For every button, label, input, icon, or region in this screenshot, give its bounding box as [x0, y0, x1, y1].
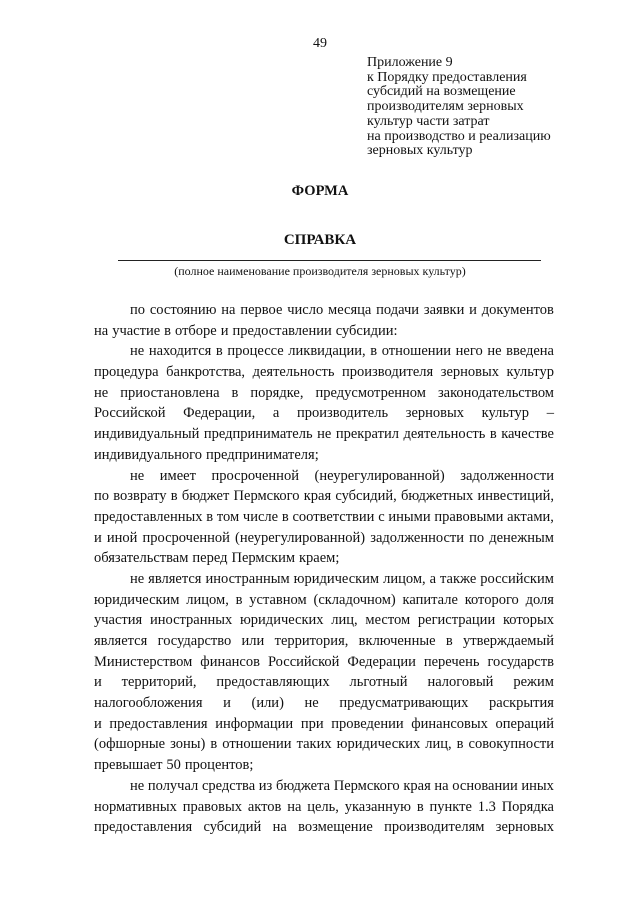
appendix-line: на производство и реализацию: [367, 128, 551, 144]
body-line: [94, 466, 554, 487]
body-line: [94, 817, 554, 838]
appendix-line: зерновых культур: [367, 143, 473, 159]
body-line: [94, 424, 554, 445]
body-line: [94, 569, 554, 590]
body-word: цель,: [307, 798, 339, 815]
body-word: порядке,: [250, 384, 304, 401]
body-word: государство: [157, 633, 232, 649]
body-word: производитель: [296, 405, 389, 422]
body-word: по: [94, 488, 110, 505]
body-word: имеет: [159, 467, 196, 484]
body-word: льготный: [349, 674, 408, 691]
body-word: в: [215, 343, 223, 360]
body-word: иностранных: [149, 612, 233, 629]
body-word: иностранным: [205, 570, 290, 587]
body-word: не: [130, 467, 145, 484]
body-word: и: [220, 322, 229, 339]
body-word: в: [235, 591, 243, 608]
body-word: не: [487, 343, 502, 360]
body-word: предпринимателя;: [205, 446, 319, 463]
body-word: (неурегулированной): [314, 467, 445, 484]
body-word: (складочном): [313, 591, 396, 608]
body-word: качестве: [501, 426, 554, 443]
body-word: предоставляющих: [216, 674, 330, 691]
body-word: в: [206, 508, 214, 525]
body-word: на: [272, 819, 287, 836]
body-word: юридических: [239, 612, 324, 629]
body-word: пункте: [429, 798, 472, 815]
body-word: культур: [506, 364, 554, 381]
body-word: правовых: [182, 798, 242, 815]
body-word: уставном: [249, 591, 307, 608]
body-word: а: [272, 405, 280, 422]
body-word: лиц,: [331, 612, 358, 629]
body-word: возмещение: [298, 819, 373, 836]
body-line: [94, 548, 554, 569]
body-word: регистрации: [417, 612, 496, 629]
body-word: территория,: [274, 633, 349, 649]
body-word: законодательством: [437, 384, 554, 401]
body-word: средства: [201, 777, 256, 794]
body-word: бюджет: [181, 488, 230, 505]
body-word: в: [489, 426, 497, 443]
body-word: предоставлении: [232, 322, 332, 339]
body-word: ликвидации,: [288, 343, 366, 360]
body-word: в: [445, 633, 453, 649]
body-word: Порядка: [501, 798, 554, 815]
body-word: субсидий,: [335, 488, 397, 505]
body-word: доля: [525, 591, 554, 608]
body-line: [94, 610, 554, 631]
body-word: первое: [240, 302, 283, 318]
appendix-line: к Порядку предоставления: [367, 69, 527, 85]
body-word: включенные: [358, 633, 436, 649]
body-word: производителям: [384, 819, 485, 836]
body-word: число: [287, 302, 324, 318]
body-line: [94, 486, 554, 507]
body-word: Министерством: [94, 653, 193, 670]
body-word: лицом,: [383, 570, 426, 587]
body-word: в: [416, 798, 424, 815]
body-word: юридическим: [94, 591, 180, 608]
body-word: зоны): [170, 736, 206, 753]
body-word: краем;: [299, 550, 340, 567]
body-line: [94, 631, 554, 652]
body-word: территорий,: [121, 674, 197, 691]
body-word: перечень: [423, 653, 480, 670]
appendix-line: субсидий на возмещение: [367, 84, 516, 100]
body-word: задолженности: [370, 529, 464, 546]
body-line: [94, 321, 554, 342]
body-line: [94, 445, 554, 466]
body-word: иной: [106, 529, 138, 546]
body-word: участие: [112, 322, 161, 339]
body-word: состоянию: [149, 302, 217, 318]
body-word: Пермского: [333, 777, 400, 794]
body-word: раскрытия: [489, 695, 554, 712]
body-line: [94, 714, 554, 735]
body-word: таких: [296, 736, 332, 753]
page-number: 49: [313, 36, 327, 51]
body-word: зерновых: [495, 819, 554, 836]
body-word: российским: [480, 570, 554, 587]
body-word: лиц,: [425, 736, 452, 753]
body-word: в: [231, 384, 239, 401]
body-word: приостановлена: [120, 384, 220, 401]
body-word: и: [469, 302, 477, 318]
body-word: заявки: [423, 302, 465, 318]
body-line: [94, 383, 554, 404]
body-word: 50: [166, 757, 181, 774]
body-word: обязательствам: [94, 550, 189, 567]
body-word: бюджетных: [401, 488, 474, 505]
body-word: не: [317, 426, 332, 443]
body-word: превышает: [94, 757, 163, 774]
body-word: предоставленных: [94, 508, 203, 525]
body-word: является: [148, 570, 202, 587]
body-word: на: [434, 777, 449, 794]
body-word: юридическим: [293, 570, 380, 587]
body-word: Федерации: [347, 653, 416, 670]
body-word: не: [94, 384, 109, 401]
body-word: утверждаемый: [463, 633, 554, 649]
body-word: и: [223, 695, 231, 712]
body-line: [94, 652, 554, 673]
body-word: в: [370, 343, 378, 360]
body-word: в: [281, 508, 289, 525]
body-word: Российской: [267, 653, 340, 670]
body-word: по: [130, 302, 146, 318]
body-word: в: [210, 736, 218, 753]
body-word: налоговый: [427, 674, 494, 691]
body-word: на: [287, 798, 302, 815]
body-word: получал: [147, 777, 199, 794]
body-word: перед: [192, 550, 228, 567]
body-word: финансовых: [411, 715, 488, 732]
body-word: информации: [215, 715, 294, 732]
body-word: правовыми: [434, 508, 504, 525]
appendix-line: Приложение 9: [367, 55, 453, 70]
body-word: производителя: [342, 364, 434, 381]
body-word: (неурегулированной): [235, 529, 366, 546]
appendix-line: культур части затрат: [367, 113, 490, 129]
appendix-block: [367, 56, 617, 159]
body-line: [94, 693, 554, 714]
body-line: [94, 797, 554, 818]
body-word: предусмотренном: [315, 384, 426, 401]
body-word: числе: [242, 508, 279, 525]
body-word: является: [94, 633, 148, 649]
body-word: иных: [521, 777, 554, 794]
body-word: из: [258, 777, 273, 794]
body-word: Федерации,: [183, 405, 256, 422]
body-line: [94, 590, 554, 611]
body-word: Пермским: [231, 550, 295, 567]
body-word: отборе: [175, 322, 217, 339]
body-word: и: [94, 529, 102, 546]
body-word: иными: [388, 508, 431, 525]
body-word: Пермского: [233, 488, 300, 505]
body-word: и: [94, 715, 102, 732]
body-line: [94, 776, 554, 797]
body-word: актов: [247, 798, 282, 815]
body-word: и: [94, 674, 102, 691]
body-word: возврату: [113, 488, 167, 505]
body-word: месяца: [328, 302, 372, 318]
body-word: инвестиций,: [477, 488, 554, 505]
body-word: просроченной: [142, 529, 230, 546]
body-word: совокупности: [468, 736, 554, 753]
body-word: отношении: [381, 343, 452, 360]
body-word: деятельность: [252, 364, 335, 381]
document-title: СПРАВКА: [283, 232, 357, 248]
body-word: субсидии:: [335, 322, 398, 339]
body-word: а: [429, 570, 437, 587]
body-line: [94, 403, 554, 424]
body-line: [94, 734, 554, 755]
body-word: соответствии: [292, 508, 375, 525]
body-word: документов: [481, 302, 554, 318]
body-word: края: [403, 777, 431, 794]
body-word: режим: [513, 674, 554, 691]
body-word: края: [303, 488, 332, 505]
body-word: –: [546, 405, 554, 422]
body-line: [94, 672, 554, 693]
body-word: по: [469, 529, 485, 546]
body-word: в: [456, 736, 464, 753]
body-word: местом: [365, 612, 411, 629]
body-word: находится: [148, 343, 212, 360]
body-word: основании: [452, 777, 518, 794]
body-word: участия: [94, 612, 143, 629]
body-word: введена: [506, 343, 554, 360]
body-word: процедура: [94, 364, 159, 381]
body-word: денежным: [489, 529, 554, 546]
body-word: зерновых: [405, 405, 464, 422]
body-word: указанную: [344, 798, 411, 815]
body-word: индивидуальный: [94, 426, 200, 443]
body-line: [94, 341, 554, 362]
body-word: которых: [502, 612, 554, 629]
body-word: с: [378, 508, 385, 525]
body-word: на: [94, 322, 109, 339]
body-word: банкротства,: [166, 364, 246, 381]
body-word: финансов: [200, 653, 260, 670]
body-word: процессе: [227, 343, 284, 360]
body-word: при: [300, 715, 324, 732]
body-word: предусматривающих: [339, 695, 469, 712]
body-word: в: [170, 488, 178, 505]
body-word: или: [241, 633, 265, 649]
form-label: ФОРМА: [291, 183, 349, 199]
body-word: просроченной: [211, 467, 299, 484]
body-word: предоставления: [94, 819, 193, 836]
body-word: которого: [464, 591, 519, 608]
body-line: [94, 528, 554, 549]
body-word: подачи: [376, 302, 420, 318]
body-word: предоставления: [109, 715, 208, 732]
body-word: нормативных: [94, 798, 177, 815]
body-word: не: [130, 343, 145, 360]
body-word: бюджета: [275, 777, 331, 794]
producer-name-blank: [118, 260, 541, 261]
body-word: проведении: [331, 715, 404, 732]
body-word: не: [304, 695, 319, 712]
body-word: операций: [495, 715, 554, 732]
body-word: процентов;: [184, 757, 254, 774]
body-word: лицом,: [186, 591, 229, 608]
body-line: [94, 507, 554, 528]
body-word: том: [216, 508, 240, 525]
body-word: (или): [251, 695, 284, 712]
body-word: задолженности: [460, 467, 554, 484]
body-word: него: [455, 343, 483, 360]
body-word: актами,: [507, 508, 554, 525]
body-word: субсидий: [203, 819, 262, 836]
body-word: не: [130, 777, 145, 794]
body-text: [94, 300, 554, 838]
body-word: в: [164, 322, 172, 339]
body-word: индивидуального: [94, 446, 202, 463]
body-word: юридических: [336, 736, 421, 753]
body-word: государств: [487, 653, 554, 670]
body-line: [94, 362, 554, 383]
body-word: (офшорные: [94, 736, 166, 753]
body-word: 1.3: [477, 798, 496, 815]
body-word: на: [221, 302, 236, 318]
body-word: капитале: [402, 591, 458, 608]
body-word: также: [440, 570, 477, 587]
producer-name-caption: (полное наименование производителя зерновых культур): [174, 264, 466, 278]
body-word: культур: [481, 405, 530, 422]
body-word: отношении: [222, 736, 292, 753]
body-word: не: [130, 570, 145, 587]
body-word: налогообложения: [94, 695, 203, 712]
body-word: предприниматель: [203, 426, 313, 443]
body-word: деятельность: [403, 426, 486, 443]
body-line: [94, 755, 554, 776]
body-line: [94, 300, 554, 321]
body-word: прекратил: [335, 426, 399, 443]
body-word: зерновых: [440, 364, 499, 381]
appendix-line: производителям зерновых: [367, 99, 524, 115]
body-word: Российской: [94, 405, 166, 422]
